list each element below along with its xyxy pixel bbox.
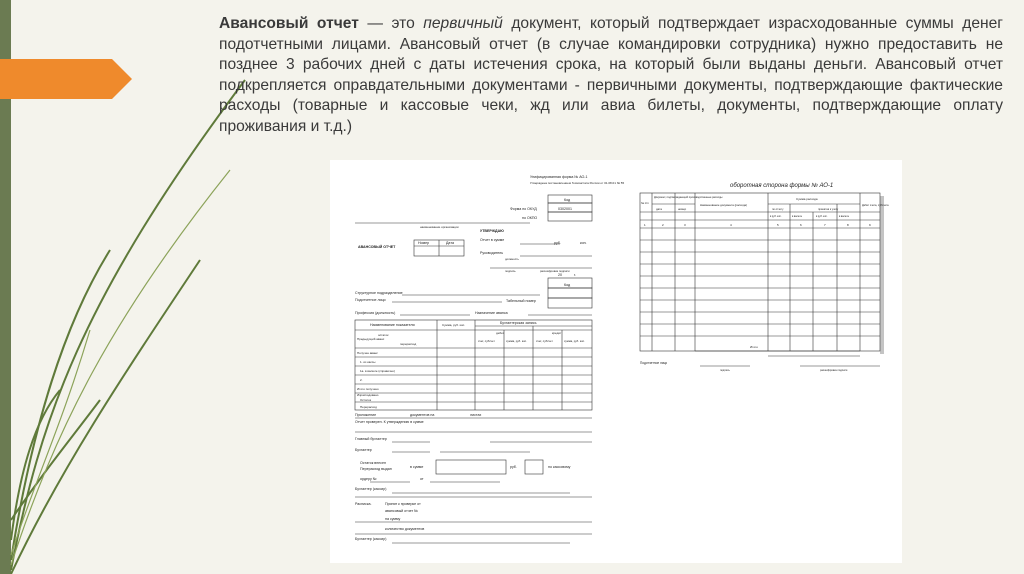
received-advance-label: Получен аванс [357,351,378,355]
date-label: Дата [446,241,454,245]
back-num-4: 4 [730,223,732,227]
doc-count-label: количество документов [385,527,425,531]
overspend-given-label: Перерасход выдан [360,467,392,471]
back-num-7: 7 [824,223,826,227]
back-num-8: 8 [847,223,849,227]
back-num-3: 3 [684,223,686,227]
balance-label: остаток [378,333,389,337]
accounting-col: Бухгалтерская запись [500,321,537,325]
line2-label: 2. [360,378,363,382]
rub-label: руб. [554,241,561,245]
back-col-cur-1: в валюте [792,215,803,218]
overspend-label: перерасход [400,342,417,346]
profession-label: Профессия (должность) [355,311,396,315]
remainder-label: Остаток [360,398,372,402]
head-label: Руководитель [480,251,504,255]
back-col-cur-2: в валюте [839,215,850,218]
back-col-rub-1: в руб. коп. [770,215,782,218]
documents-on-label: документов на [410,413,435,417]
credit-label: кредит [552,331,562,335]
back-num-6: 6 [800,223,802,227]
intro-paragraph [219,14,1003,138]
kop-label: коп. [580,241,587,245]
debit-label: дебет [496,331,505,335]
approve-title: УТВЕРЖДАЮ [480,229,504,233]
year-label: 20 [558,273,562,277]
intro-dash: — это [358,15,424,32]
foreign-label: 1а. в валюте (справочно) [360,369,395,373]
back-col-approved: принятая к учету [818,208,839,211]
attachment-label: Приложение [355,413,377,417]
balance-given-label: Остаток внесен [360,461,386,465]
tab-number-label: Табельный номер [506,299,536,303]
from-label: от [420,477,424,481]
term-advance-report: Авансовый отчет [219,15,359,32]
back-col-debit: Дебет счета, субсчета [862,204,889,207]
overrun-label: Перерасход [360,405,377,409]
back-col-num: № п/п [641,201,649,205]
sum-col: Сумма, руб. коп. [442,323,466,327]
sheets-label: листах [470,413,482,417]
sum-short-2: сумма, руб. коп. [564,339,585,343]
report-sum: Отчет в сумме [480,238,505,242]
okpo-label: по ОКПО [522,216,538,220]
from-cash-label: 1. из кассы [360,360,376,364]
unified-form-label: Унифицированная форма № АО-1 [530,175,588,179]
back-title: оборотная сторона формы № АО-1 [730,183,834,189]
back-signature: подпись [720,369,730,372]
spent-label: Израсходовано [357,393,379,397]
for-sum-label: на сумму [385,517,401,521]
back-col-by-report: по отчету [772,208,784,211]
back-num-9: 9 [869,223,871,227]
prev-advance-label: Предыдущий аванс [357,337,385,341]
intro-emphasis: первичный [423,15,503,32]
intro-rest: документ, который подтверждает израсходованные суммы денег подотчетными лицами. Авансовый отчет (в случае командировки сотрудника) нужно предоставить не позднее 3 рабочих дней с даты истечения срока, на который были выданы деньги. Авансовый отчет подкрепляется оправдательными документами - первичными документы, подтверждающие фактические расходы (товарные и кассовые чеки, жд или авиа билеты, документы, подтверждающие оплату проживания и т.д.) [219,15,1003,135]
decoding-caption: расшифровка подписи [540,269,570,273]
back-col-number: номер [678,207,687,211]
chief-accountant-label: Главный бухгалтер [355,437,387,441]
back-col-doc: Документ, подтверждающий производственные расходы [654,196,723,199]
year-g: г. [574,273,576,277]
rub-label-2: руб. [510,465,517,469]
accountable-label: Подотчетное лицо [355,298,386,302]
okud-label: Форма по ОКУД [510,207,537,211]
number-label: Номер [418,241,430,245]
cashier-label-2: Бухгалтер (кассир) [355,537,387,541]
indicator-col: Наименование показателя [370,323,415,327]
account-label-1: счет, субсчет [478,339,495,343]
approved-label: Утверждена постановлением Госкомстата России от 01.08.01 № 55 [530,181,625,185]
signature-caption: подпись [505,269,516,273]
form-title: АВАНСОВЫЙ ОТЧЕТ [358,245,396,249]
subdivision-label: Структурное подразделение [355,291,403,295]
in-sum-label: в сумме [410,465,424,469]
accepted-label: Принят к проверке от [385,502,421,506]
receipt-label: Расписка. [355,502,372,506]
position-caption: должность [505,257,519,261]
advance-report-form-image [330,160,902,563]
code-label-2: Код [564,283,571,287]
account-label-2: счет, субсчет [536,339,553,343]
back-col-date: дата [656,207,662,211]
form-scan [330,160,902,563]
back-decoding: расшифровка подписи [820,369,848,372]
code-label: Код [564,198,571,202]
advance-purpose-label: Назначение аванса [475,311,508,315]
accountant-label: Бухгалтер [355,448,372,452]
back-col-docname: Наименование документа (расхода) [700,203,748,207]
back-accountable: Подотчетное лицо [640,361,668,365]
org-caption: наименование организации [420,225,459,229]
cash-order-label: по кассовому [548,465,571,469]
sum-short-1: сумма, руб. коп. [506,339,527,343]
back-total: Итого [750,345,758,349]
back-num-2: 2 [662,223,664,227]
order-no-label: ордеру № [360,477,377,481]
advance-report-no-label: авансовый отчет № [385,509,419,513]
back-col-rub-2: в руб. коп. [816,215,828,218]
back-col-expense: Сумма расхода [796,197,818,201]
cashier-label: Бухгалтер (кассир) [355,487,387,491]
checked-label: Отчет проверен. К утверждению в сумме [355,420,424,424]
back-num-5: 5 [777,223,779,227]
okud-code: 0302001 [558,207,572,211]
orange-arrow-tab [0,59,132,99]
total-received-label: Итого получено [357,387,379,391]
back-num-1: 1 [644,223,646,227]
